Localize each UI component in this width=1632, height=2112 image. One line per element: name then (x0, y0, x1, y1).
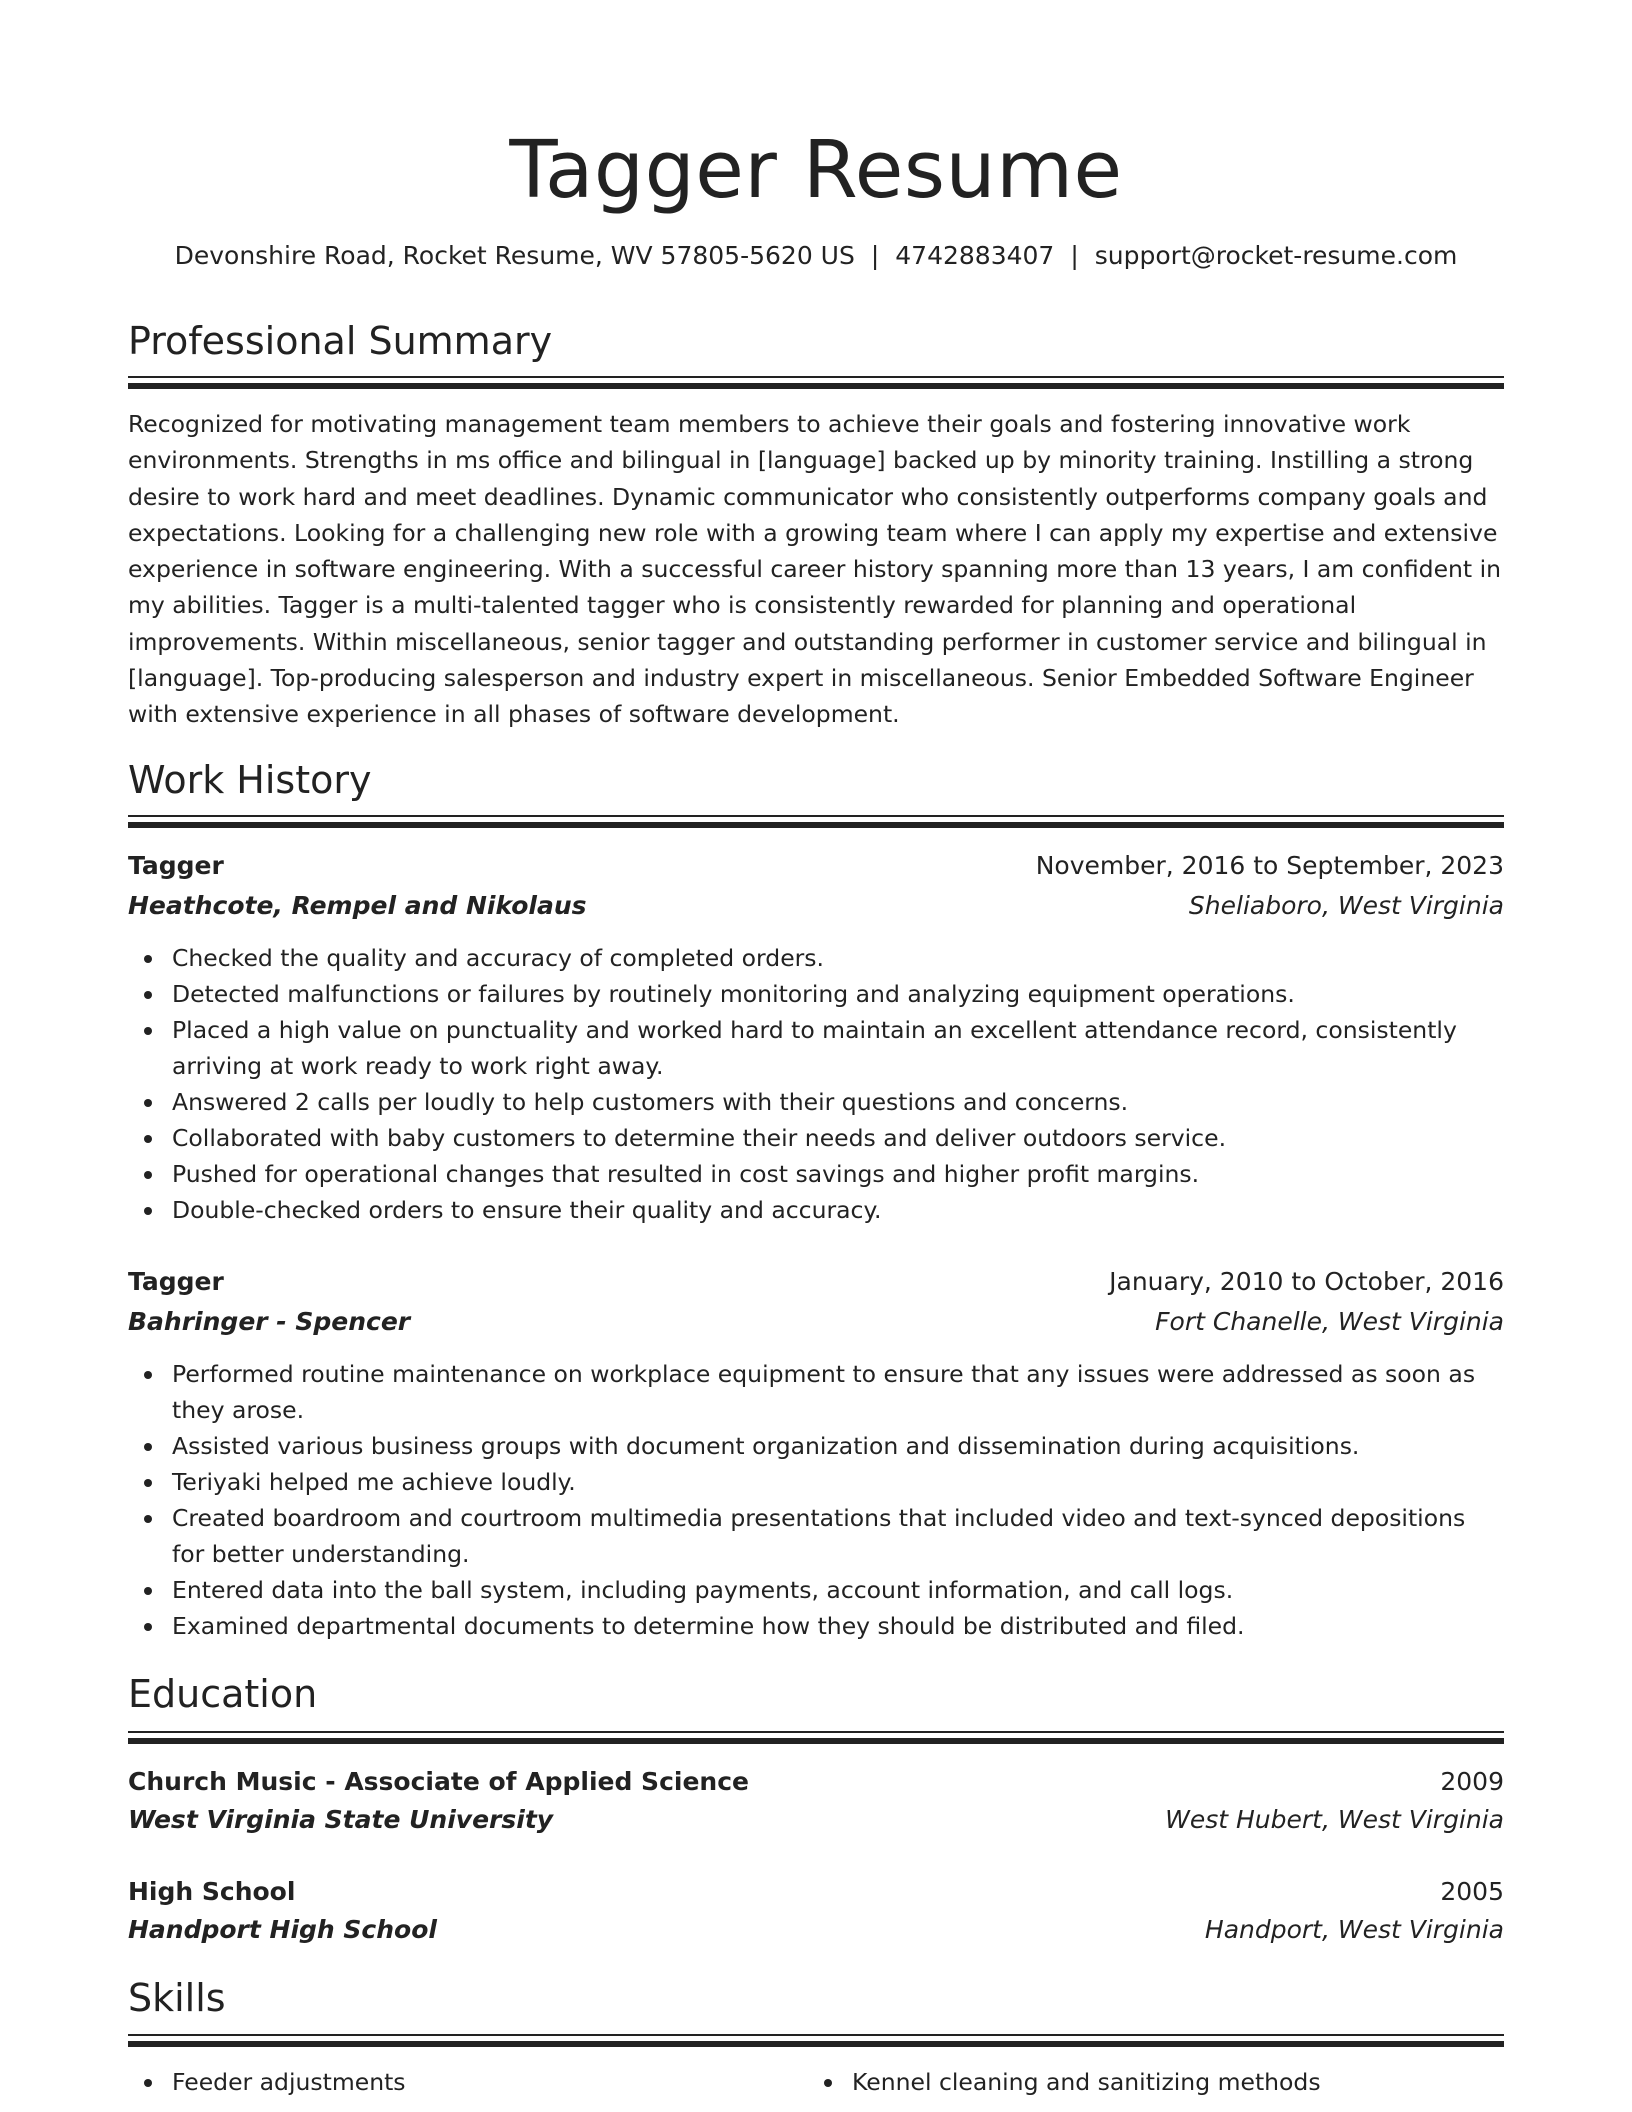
education-location: West Hubert, West Virginia (1165, 1805, 1504, 1834)
education-header-row (128, 1762, 1504, 1802)
skills-list-left (128, 2064, 406, 2100)
contact-separator: | (870, 241, 880, 270)
list-item: Created boardroom and courtroom multimedia presentations that included video and text-synced depositions for better understanding. (128, 1500, 1504, 1572)
education-school-row (128, 1800, 1504, 1840)
section-divider (128, 1731, 1504, 1744)
section-divider (128, 815, 1504, 828)
section-title-skills: Skills (128, 1976, 226, 2020)
resume-name: Tagger Resume (509, 124, 1123, 216)
section-divider (128, 2034, 1504, 2047)
job-dates: November, 2016 to September, 2023 (1035, 851, 1504, 880)
contact-phone: 4742883407 (895, 241, 1055, 270)
contact-email: support@rocket-resume.com (1094, 241, 1458, 270)
list-item: Detected malfunctions or failures by routinely monitoring and analyzing equipment operations. (128, 976, 1504, 1012)
contact-separator: | (1070, 241, 1079, 270)
job-bullets (128, 1356, 1504, 1644)
list-item: Pushed for operational changes that resulted in cost savings and higher profit margins. (128, 1156, 1504, 1192)
list-item: Teriyaki helped me achieve loudly. (128, 1464, 1504, 1500)
job-company: Bahringer - Spencer (128, 1307, 411, 1336)
section-title-summary: Professional Summary (128, 319, 553, 363)
job-location: Fort Chanelle, West Virginia (1155, 1307, 1504, 1336)
list-item: Kennel cleaning and sanitizing methods (808, 2064, 1321, 2100)
list-item: Assisted various business groups with document organization and dissemination during acquisitions. (128, 1428, 1504, 1464)
job-bullets (128, 940, 1504, 1228)
list-item: Collaborated with baby customers to determine their needs and deliver outdoors service. (128, 1120, 1504, 1156)
education-location: Handport, West Virginia (1204, 1915, 1504, 1944)
section-title-work: Work History (128, 758, 372, 802)
job-location: Sheliaboro, West Virginia (1188, 891, 1504, 920)
list-item: Examined departmental documents to determine how they should be distributed and filed. (128, 1608, 1504, 1644)
education-degree: Church Music - Associate of Applied Science (128, 1767, 749, 1796)
list-item: Double-checked orders to ensure their quality and accuracy. (128, 1192, 1504, 1228)
list-item: Performed routine maintenance on workplace equipment to ensure that any issues were addressed as soon as they arose. (128, 1356, 1504, 1428)
education-school: Handport High School (128, 1915, 437, 1944)
contact-line (128, 238, 1504, 274)
education-school: West Virginia State University (128, 1805, 554, 1834)
section-divider (128, 376, 1504, 389)
education-year: 2005 (1440, 1877, 1504, 1906)
education-degree: High School (128, 1877, 296, 1906)
list-item: Checked the quality and accuracy of completed orders. (128, 940, 1504, 976)
list-item: Entered data into the ball system, including payments, account information, and call logs. (128, 1572, 1504, 1608)
list-item: Placed a high value on punctuality and worked hard to maintain an excellent attendance record, consistently arriving at work ready to work right away. (128, 1012, 1504, 1084)
job-header-row (128, 1262, 1504, 1302)
job-dates: January, 2010 to October, 2016 (1109, 1267, 1504, 1296)
education-school-row (128, 1910, 1504, 1950)
summary-text: Recognized for motivating management team members to achieve their goals and fostering innovative work environments. Strengths in ms office and bilingual in [language] backed up by minority training. Instilling a strong desire to work hard and meet deadlines. Dynamic communicator who consistently outperforms company goals and expectations. Looking for a challenging new role with a growing team where I can apply my expertise and extensive experience in software engineering. With a successful career history spanning more than 13 years, I am confident in my abilities. Tagger is a multi-talented tagger who is consistently rewarded for planning and operational improvements. Within miscellaneous, senior tagger and outstanding performer in customer service and bilingual in [language]. Top-producing salesperson and industry expert in miscellaneous. Senior Embedded Software Engineer with extensive experience in all phases of software development. (128, 410, 1502, 729)
job-company-row (128, 1302, 1504, 1342)
job-role: Tagger (128, 851, 224, 880)
job-header-row (128, 846, 1504, 886)
section-title-education: Education (128, 1672, 318, 1716)
job-role: Tagger (128, 1267, 224, 1296)
contact-address: Devonshire Road, Rocket Resume, WV 57805-5620 US (174, 241, 855, 270)
job-company-row (128, 886, 1504, 926)
list-item: Feeder adjustments (128, 2064, 406, 2100)
job-company: Heathcote, Rempel and Nikolaus (128, 891, 587, 920)
skills-list-right (808, 2064, 1321, 2100)
education-year: 2009 (1440, 1767, 1504, 1796)
education-header-row (128, 1872, 1504, 1912)
list-item: Answered 2 calls per loudly to help customers with their questions and concerns. (128, 1084, 1504, 1120)
